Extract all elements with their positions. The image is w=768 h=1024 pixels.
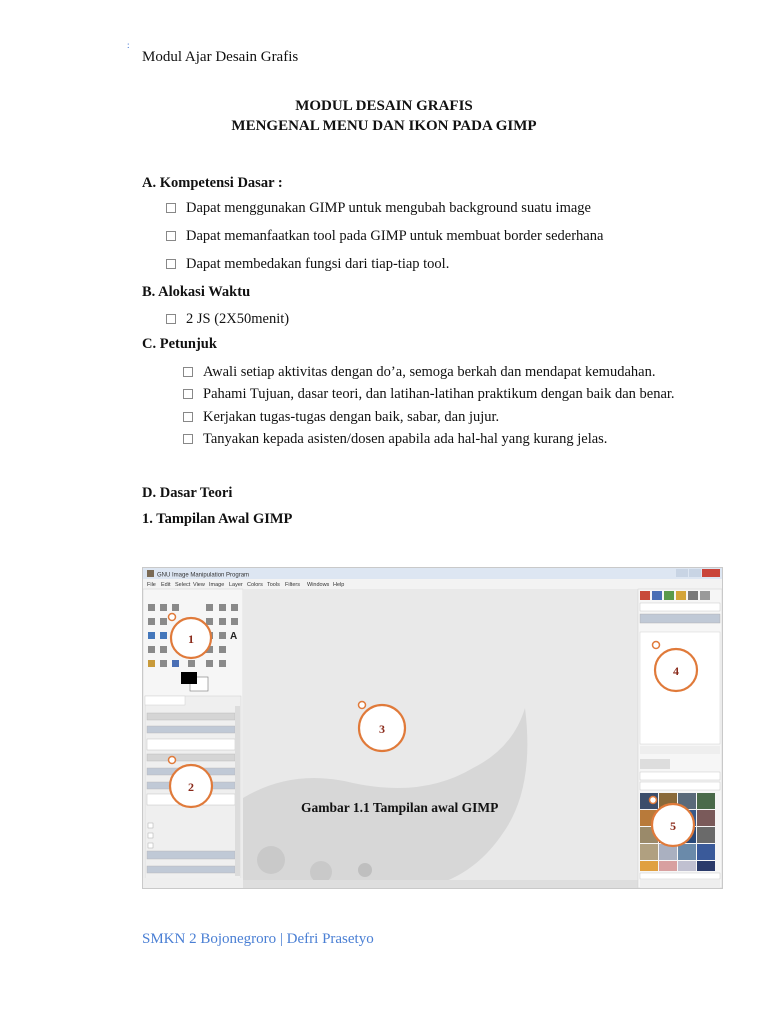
checkbox-bullet-icon	[183, 412, 193, 422]
list-item: Dapat memanfaatkan tool pada GIMP untuk membuat border sederhana	[166, 228, 603, 245]
checkbox-bullet-icon	[183, 434, 193, 444]
svg-text:Layer: Layer	[229, 582, 243, 588]
svg-text:File: File	[147, 582, 156, 588]
marker-5-label: 5	[670, 819, 676, 833]
header-mark: :	[127, 40, 130, 50]
section-c-heading: C. Petunjuk	[142, 336, 217, 352]
list-item: Tanyakan kepada asisten/dosen apabila ada hal-hal yang kurang jelas.	[183, 431, 607, 448]
section-d-heading: D. Dasar Teori	[142, 485, 233, 501]
checkbox-bullet-icon	[183, 367, 193, 377]
svg-text:Tools: Tools	[267, 582, 280, 588]
list-item: Dapat membedakan fungsi dari tiap-tiap tool.	[166, 256, 449, 273]
running-header: Modul Ajar Desain Grafis	[142, 49, 299, 65]
checkbox-bullet-icon	[183, 389, 193, 399]
svg-text:Windows: Windows	[307, 582, 330, 588]
svg-text:Filters: Filters	[285, 582, 300, 588]
doc-title: MODUL DESAIN GRAFIS	[295, 98, 473, 114]
svg-text:Image: Image	[209, 582, 225, 588]
section-d-subheading: 1. Tampilan Awal GIMP	[142, 511, 293, 527]
section-b-heading: B. Alokasi Waktu	[142, 284, 251, 300]
figure-caption: Gambar 1.1 Tampilan awal GIMP	[301, 800, 499, 815]
doc-subtitle: MENGENAL MENU DAN IKON PADA GIMP	[231, 118, 537, 134]
list-item: Dapat menggunakan GIMP untuk mengubah background suatu image	[166, 200, 591, 217]
list-item: Awali setiap aktivitas dengan do’a, semoga berkah dan mendapat kemudahan.	[183, 364, 655, 381]
marker-2-label: 2	[188, 780, 194, 794]
gimp-screenshot-figure	[142, 567, 723, 889]
svg-text:A: A	[230, 631, 238, 642]
marker-4-label: 4	[673, 664, 679, 678]
marker-3-label: 3	[379, 722, 385, 736]
page-footer: SMKN 2 Bojonegroro | Defri Prasetyo	[142, 931, 374, 947]
checkbox-bullet-icon	[166, 203, 176, 213]
svg-text:View: View	[193, 582, 205, 588]
gimp-window-illustration	[143, 568, 722, 888]
section-a-heading: A. Kompetensi Dasar :	[142, 175, 283, 191]
window-title: GNU Image Manipulation Program	[157, 572, 250, 579]
marker-1-label: 1	[188, 632, 194, 646]
list-item: Kerjakan tugas-tugas dengan baik, sabar, dan jujur.	[183, 409, 499, 426]
checkbox-bullet-icon	[166, 231, 176, 241]
list-item: Pahami Tujuan, dasar teori, dan latihan-latihan praktikum dengan baik dan benar.	[183, 386, 675, 403]
svg-text:Colors: Colors	[247, 582, 263, 588]
svg-text:Help: Help	[333, 582, 345, 588]
svg-text:Select: Select	[175, 582, 191, 588]
list-item: 2 JS (2X50menit)	[166, 311, 289, 328]
checkbox-bullet-icon	[166, 314, 176, 324]
svg-text:Edit: Edit	[161, 582, 171, 588]
checkbox-bullet-icon	[166, 259, 176, 269]
